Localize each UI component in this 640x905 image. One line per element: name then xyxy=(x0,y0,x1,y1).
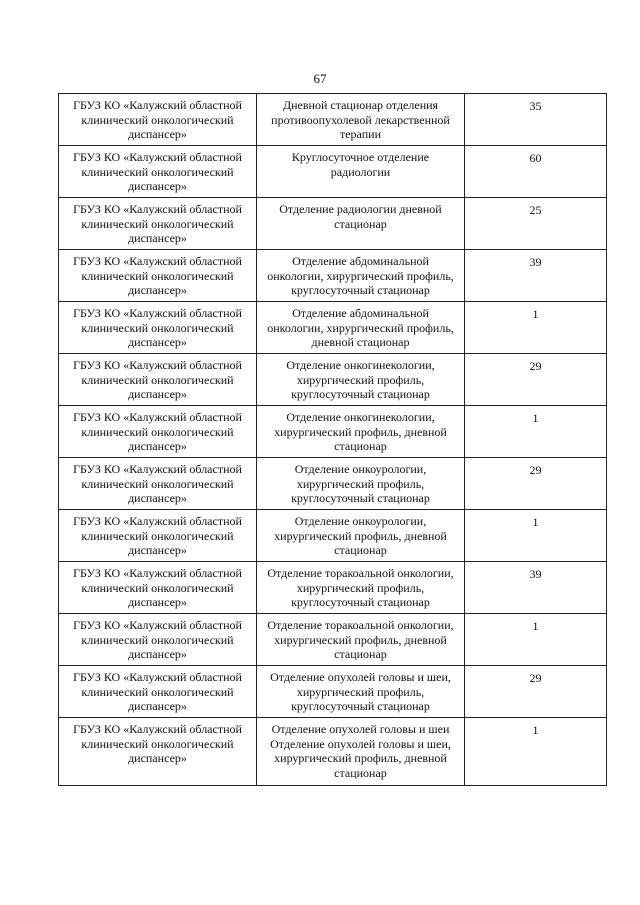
department-cell: Отделение онкогинекологии, хирургический профиль, круглосуточный стационар xyxy=(257,354,465,406)
table-row xyxy=(59,458,607,510)
table-row xyxy=(59,250,607,302)
bed-count-cell: 39 xyxy=(465,562,607,614)
table-row xyxy=(59,562,607,614)
department-cell: Отделение опухолей головы и шеи, хирургический профиль, круглосуточный стационар xyxy=(257,666,465,718)
organization-cell: ГБУЗ КО «Калужский областной клинический онкологический диспансер» xyxy=(59,614,257,666)
department-cell: Дневной стационар отделения противоопухолевой лекарственной терапии xyxy=(257,94,465,146)
bed-count-cell: 1 xyxy=(465,718,607,786)
page-number: 67 xyxy=(313,71,327,86)
organization-cell: ГБУЗ КО «Калужский областной клинический онкологический диспансер» xyxy=(59,354,257,406)
department-cell: Отделение онкогинекологии, хирургический профиль, дневной стационар xyxy=(257,406,465,458)
department-cell: Отделение онкоурологии, хирургический профиль, круглосуточный стационар xyxy=(257,458,465,510)
beds-table xyxy=(58,93,607,786)
department-cell: Отделение торакоальной онкологии, хирургический профиль, круглосуточный стационар xyxy=(257,562,465,614)
department-cell: Отделение онкоурологии, хирургический профиль, дневной стационар xyxy=(257,510,465,562)
beds-table-body xyxy=(59,94,607,786)
department-cell: Отделение торакоальной онкологии, хирургический профиль, дневной стационар xyxy=(257,614,465,666)
department-cell: Отделение опухолей головы и шеи Отделение опухолей головы и шеи, хирургический профиль, дневной стационар xyxy=(257,718,465,786)
bed-count-cell: 1 xyxy=(465,510,607,562)
table-row xyxy=(59,666,607,718)
organization-cell: ГБУЗ КО «Калужский областной клинический онкологический диспансер» xyxy=(59,302,257,354)
table-row xyxy=(59,198,607,250)
organization-cell: ГБУЗ КО «Калужский областной клинический онкологический диспансер» xyxy=(59,458,257,510)
organization-cell: ГБУЗ КО «Калужский областной клинический онкологический диспансер» xyxy=(59,406,257,458)
bed-count-cell: 1 xyxy=(465,614,607,666)
table-row xyxy=(59,510,607,562)
table-row xyxy=(59,146,607,198)
table-row xyxy=(59,354,607,406)
table-row xyxy=(59,718,607,786)
table-row xyxy=(59,614,607,666)
organization-cell: ГБУЗ КО «Калужский областной клинический онкологический диспансер» xyxy=(59,562,257,614)
table-row xyxy=(59,94,607,146)
organization-cell: ГБУЗ КО «Калужский областной клинический онкологический диспансер» xyxy=(59,250,257,302)
bed-count-cell: 60 xyxy=(465,146,607,198)
department-cell: Отделение абдоминальной онкологии, хирургический профиль, дневной стационар xyxy=(257,302,465,354)
organization-cell: ГБУЗ КО «Калужский областной клинический онкологический диспансер» xyxy=(59,510,257,562)
department-cell: Круглосуточное отделение радиологии xyxy=(257,146,465,198)
organization-cell: ГБУЗ КО «Калужский областной клинический онкологический диспансер» xyxy=(59,198,257,250)
bed-count-cell: 39 xyxy=(465,250,607,302)
organization-cell: ГБУЗ КО «Калужский областной клинический онкологический диспансер» xyxy=(59,146,257,198)
organization-cell: ГБУЗ КО «Калужский областной клинический онкологический диспансер» xyxy=(59,94,257,146)
bed-count-cell: 29 xyxy=(465,458,607,510)
department-cell: Отделение абдоминальной онкологии, хирургический профиль, круглосуточный стационар xyxy=(257,250,465,302)
bed-count-cell: 35 xyxy=(465,94,607,146)
bed-count-cell: 29 xyxy=(465,666,607,718)
organization-cell: ГБУЗ КО «Калужский областной клинический онкологический диспансер» xyxy=(59,666,257,718)
bed-count-cell: 29 xyxy=(465,354,607,406)
bed-count-cell: 1 xyxy=(465,406,607,458)
department-cell: Отделение радиологии дневной стационар xyxy=(257,198,465,250)
organization-cell: ГБУЗ КО «Калужский областной клинический онкологический диспансер» xyxy=(59,718,257,786)
bed-count-cell: 25 xyxy=(465,198,607,250)
table-row xyxy=(59,406,607,458)
table-row xyxy=(59,302,607,354)
bed-count-cell: 1 xyxy=(465,302,607,354)
